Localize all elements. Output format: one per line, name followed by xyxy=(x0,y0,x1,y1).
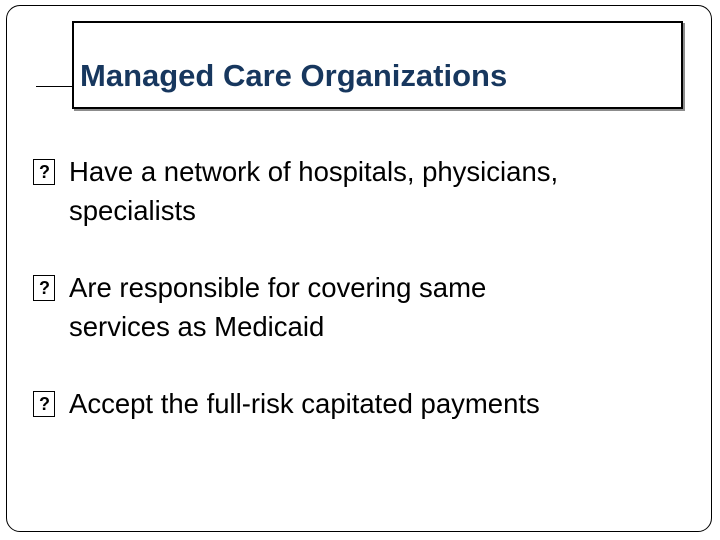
missing-glyph-icon xyxy=(33,391,55,417)
missing-glyph-icon xyxy=(33,159,55,185)
bullet-text-line: services as Medicaid xyxy=(69,311,325,342)
missing-glyph-icon xyxy=(33,275,55,301)
bullet-item xyxy=(33,152,693,230)
slide-title: Managed Care Organizations xyxy=(80,58,508,93)
bullet-text-line: Are responsible for covering same xyxy=(69,272,487,303)
bullet-list xyxy=(33,152,693,461)
bullet-text-line: specialists xyxy=(69,195,196,226)
bullet-item xyxy=(33,268,693,346)
bullet-item xyxy=(33,384,693,423)
bullet-text-line: Accept the full-risk capitated payments xyxy=(69,388,540,419)
title-accent-line xyxy=(36,86,72,87)
bullet-text-line: Have a network of hospitals, physicians, xyxy=(69,156,559,187)
